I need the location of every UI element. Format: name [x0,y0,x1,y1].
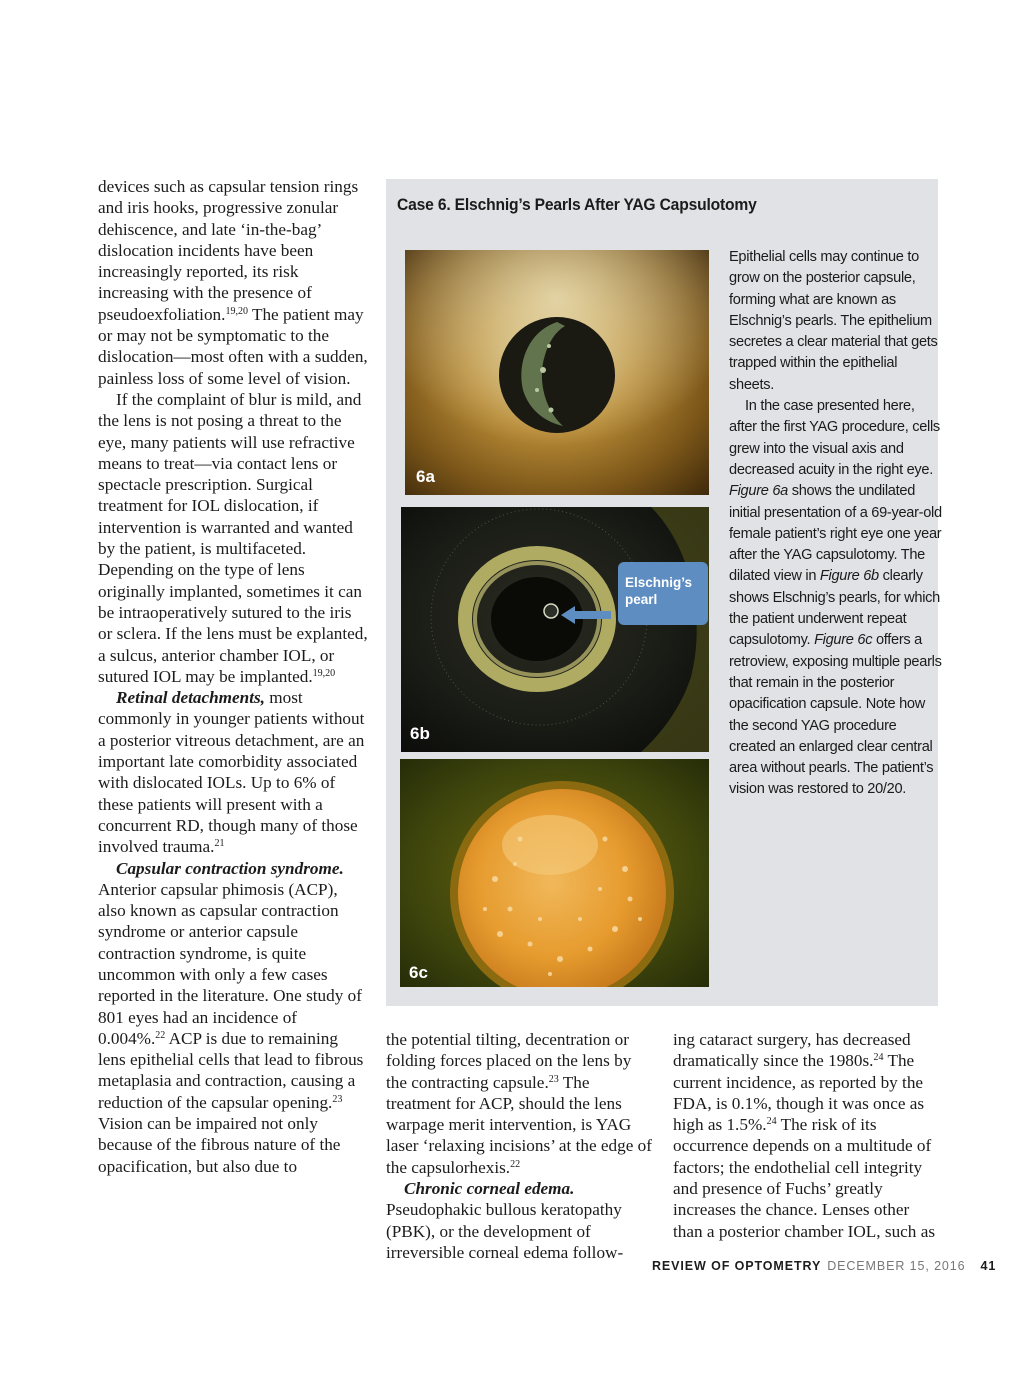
paragraph: the potential tilting, decentration or folding forces placed on the lens by the contracting capsule.$^{23}$ The treatment for ACP, should the lens warpage merit intervention, is YAG laser ‘relaxing incisions’ at the edge of the capsulorhexis.$^{22}$ [386,1030,652,1177]
paragraph: devices such as capsular tension rings and iris hooks, progressive zonular dehiscence, and late ‘in-the-bag’ dislocation incidents have been increasingly reported, its risk increasing with the presence of pseudoexfoliation.$^{19,20}$ The patient may or may not be symptomatic to the dislocation—most often with a sudden, painless loss of some level of vision. [98,177,368,388]
body-column-right [673,1029,939,1242]
reference-superscript: 19,20 [312,667,336,679]
emphasis: Figure 6b [819,568,879,585]
paragraph: Capsular contraction syndrome. Anterior capsular phimosis (ACP), also known as capsular contraction syndrome or anterior capsule contraction syndrome, is quite uncommon with only a few cases reported in the literature. One study of 801 eyes had an incidence of 0.004%.$^{22}$ ACP is due to remaining lens epithelial cells that lead to fibrous metaplasia and contraction, causing a reduction of the capsular opening.$^{23}$ Vision can be impaired not only because of the fibrous nature of the opacification, but also due to [98,858,364,1176]
figure-6c-photo [400,759,709,987]
emphasis: Figure 6c [814,632,873,649]
paragraph: Epithelial cells may continue to grow on the posterior capsule, forming what are known as Elschnig’s pearls. The epithelium secretes a clear material that gets trapped within the epithelial sheets. [729,249,938,393]
figure-6b-photo [401,507,709,752]
body-column-left [98,176,368,1177]
reference-superscript: 23 [332,1093,343,1105]
figure-6c-label: 6c [409,963,428,982]
reference-superscript: 22 [510,1158,521,1170]
emphasis: Capsular contraction syndrome. [116,858,344,878]
figure-6a-label: 6a [416,467,435,486]
emphasis: Chronic corneal edema. [404,1179,575,1199]
reference-superscript: 22 [155,1029,166,1041]
emphasis: Retinal detachments, [116,688,265,708]
paragraph: If the complaint of blur is mild, and the lens is not posing a threat to the eye, many patients will use refractive means to treat—via contact lens or spectacle prescription. Surgical treatment for IOL dislocation, if intervention is warranted and wanted by the patient, is multifaceted. Depending on the type of lens originally implanted, sometimes it can be intraoperatively sutured to the iris or sclera. If the lens must be explanted, a sulcus, anterior chamber IOL, or sutured IOL may be implanted.$^{19,20}$ [98,389,368,686]
body-column-middle [386,1029,652,1263]
issue-date: DECEMBER 15, 2016 [827,1259,966,1273]
page-number: 41 [980,1259,997,1273]
paragraph: Retinal detachments, most commonly in younger patients without a posterior vitreous detachment, are an important late comorbidity associated with dislocated IOLs. Up to 6% of these patients will present with a concurrent RD, though many of those involved trauma.$^{21}$ [98,688,365,857]
reference-superscript: 24 [873,1052,884,1064]
emphasis: Figure 6a [729,483,788,500]
case-description [729,247,944,801]
reference-superscript: 24 [766,1116,777,1128]
publication-name: REVIEW OF OPTOMETRY [652,1259,822,1273]
case-title: Case 6. Elschnig’s Pearls After YAG Capsulotomy [397,195,757,214]
paragraph: In the case presented here, after the first YAG procedure, cells grew into the visual axis and decreased acuity in the right eye. Figure 6a shows the undilated initial presentation of a 69-year-old female patient’s right eye one year after the YAG capsulotomy. The dilated view in Figure 6b clearly shows Elschnig’s pearls, for which the patient underwent repeat capsulotomy. Figure 6c offers a retroview, exposing multiple pearls that remain in the posterior opacification capsule. Note how the second YAG procedure created an enlarged clear central area without pearls. The patient’s vision was restored to 20/20. [729,398,942,798]
paragraph: Chronic corneal edema. Pseudophakic bullous keratopathy (PBK), or the development of irreversible corneal edema follow- [386,1179,624,1262]
reference-superscript: 21 [214,838,225,850]
figure-6b-label: 6b [410,724,430,743]
reference-superscript: 23 [548,1073,559,1085]
reference-superscript: 19,20 [225,305,248,317]
page-footer [652,1259,996,1273]
elschnig-pearl-callout: Elschnig’s pearl [618,562,708,625]
paragraph: ing cataract surgery, has decreased dramatically since the 1980s.$^{24}$ The current incidence, as reported by the FDA, is 0.1%, though it was once as high as 1.5%.$^{24}$ The risk of its occurrence depends on a multitude of factors; the endothelial cell integrity and presence of Fuchs’ greatly increases the chance. Lenses other than a posterior chamber IOL, such as [673,1030,936,1241]
figure-6a-photo [405,250,709,495]
